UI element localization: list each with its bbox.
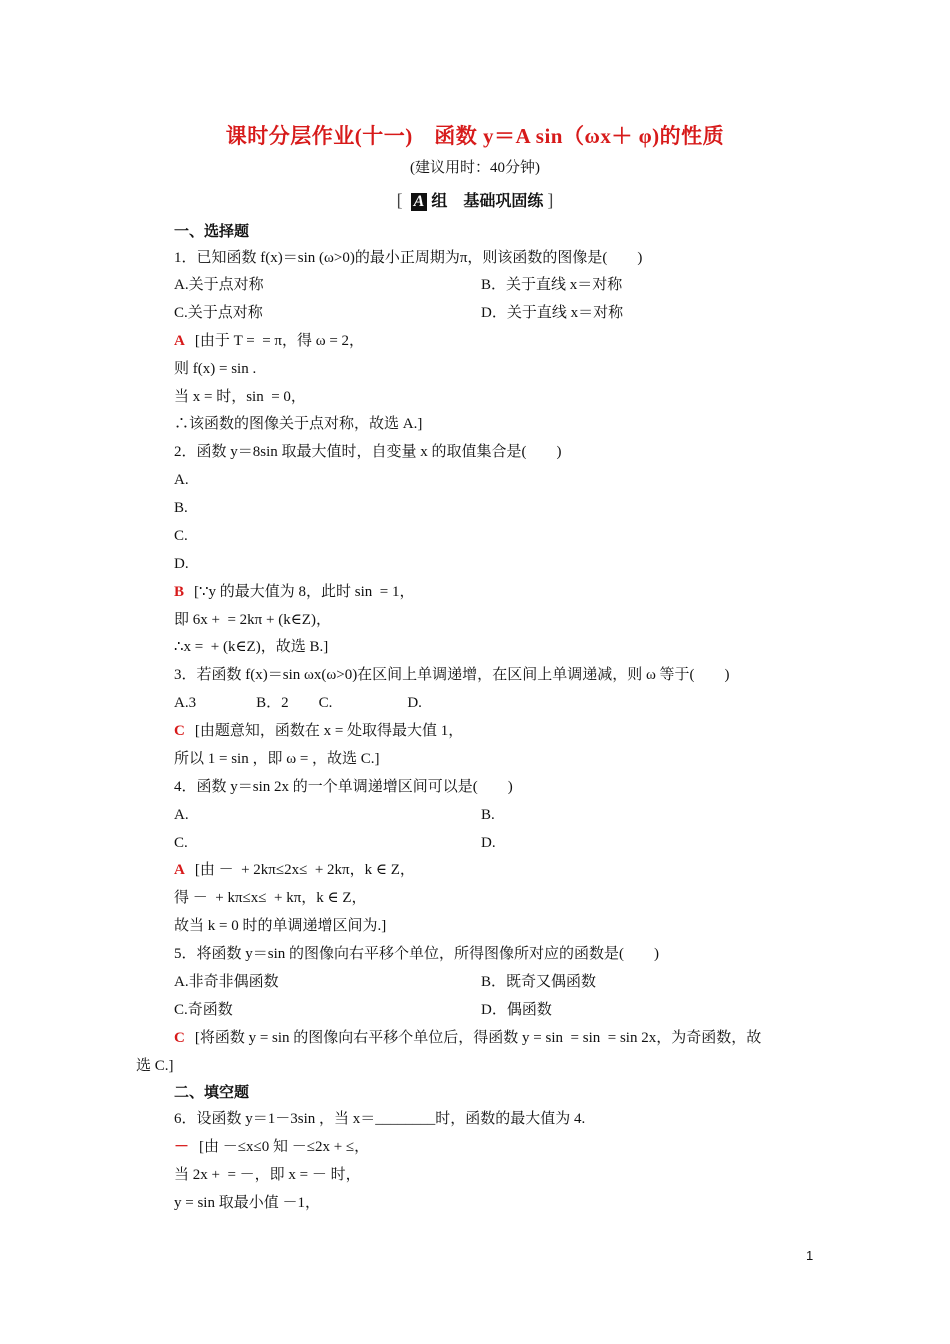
question-5-option-b: B．既奇又偶函数 <box>481 974 597 990</box>
group-mark: A <box>411 193 428 211</box>
question-4-solution-line-2: 得 － + kπ≤x≤ + kπ，k ∈ Z， <box>174 890 367 906</box>
group-label: 组 基础巩固练 <box>431 193 544 210</box>
question-4-stem: 4．函数 y＝sin 2x 的一个单调递增区间可以是( ) <box>174 779 513 795</box>
question-5-option-c: C.奇函数 <box>174 1002 233 1018</box>
question-6-solution-line-2: 当 2x + = －，即 x = － 时， <box>174 1167 361 1183</box>
question-4-option-b: B. <box>481 807 495 823</box>
section-heading-choice: 一、选择题 <box>174 224 250 240</box>
question-1-stem: 1．已知函数 f(x)＝sin (ω>0)的最小正周期为π，则该函数的图像是( ) <box>174 250 643 266</box>
question-5-option-a: A.非奇非偶函数 <box>174 974 279 990</box>
question-5-solution-text: [将函数 y = sin 的图像向右平移个单位后，得函数 y = sin = sin = sin 2x，为奇函数，故 <box>194 1030 762 1046</box>
question-2-option-c: C. <box>174 528 188 544</box>
question-1-solution-line-3: 当 x = 时，sin = 0， <box>174 389 306 405</box>
question-5-option-d: D．偶函数 <box>481 1002 552 1018</box>
question-4-option-d: D. <box>481 835 496 851</box>
question-2-option-b: B. <box>174 500 188 516</box>
page-title: 课时分层作业(十一) 函数 y＝A sin（ωx＋ φ)的性质 <box>225 124 725 148</box>
left-bracket: [ <box>396 190 403 210</box>
right-bracket: ] <box>547 190 554 210</box>
question-5-solution-line-2: 选 C.] <box>136 1058 174 1074</box>
question-4-answer: A <box>174 862 185 878</box>
question-1-option-d: D．关于直线 x＝对称 <box>481 305 624 321</box>
question-1-option-a: A.关于点对称 <box>174 277 264 293</box>
question-1-option-b: B．关于直线 x＝对称 <box>481 277 623 293</box>
question-2-solution-line-1 <box>174 582 415 602</box>
suggested-time: (建议用时：40分钟) <box>410 160 540 176</box>
question-4-solution-line-3: 故当 k = 0 时的单调递增区间为.] <box>174 918 387 934</box>
question-2-stem: 2．函数 y＝8sin 取最大值时，自变量 x 的取值集合是( ) <box>174 444 562 460</box>
question-2-solution-line-2: 即 6x + = 2kπ + (k∈Z)， <box>174 612 331 628</box>
question-6-solution-line-1 <box>174 1137 369 1157</box>
question-3-answer: C <box>174 723 185 739</box>
question-4-option-c: C. <box>174 835 188 851</box>
question-1-solution-text: [由于 T = = π，得 ω = 2， <box>194 333 365 349</box>
question-1-solution-line-2: 则 f(x) = sin . <box>174 361 257 377</box>
question-1-option-c: C.关于点对称 <box>174 305 263 321</box>
question-4-solution-text: [由 － + 2kπ≤2x≤ + 2kπ，k ∈ Z， <box>194 862 415 878</box>
question-3-solution-text: [由题意知，函数在 x = 处取得最大值 1， <box>194 723 464 739</box>
question-1-solution-line-4: ∴该函数的图像关于点对称，故选 A.] <box>174 416 423 432</box>
question-2-solution-text: [∵y 的最大值为 8，此时 sin = 1， <box>194 584 415 600</box>
question-1-solution-line-1 <box>174 331 364 351</box>
group-heading <box>0 188 950 211</box>
question-5-answer: C <box>174 1030 185 1046</box>
question-2-answer: B <box>174 584 185 600</box>
question-2-option-d: D. <box>174 556 189 572</box>
question-6-answer: － <box>174 1139 190 1155</box>
question-5-solution-line-1 <box>174 1028 761 1048</box>
question-1-answer: A <box>174 333 185 349</box>
question-3-solution-line-2: 所以 1 = sin ，即 ω = ，故选 C.] <box>174 751 380 767</box>
question-3-options: A.3 B．2 C. D. <box>174 695 422 711</box>
page-number: 1 <box>806 1248 814 1263</box>
question-3-solution-line-1 <box>174 721 463 741</box>
question-6-solution-text: [由 －≤x≤0 知 －≤2x + ≤， <box>199 1139 370 1155</box>
question-6-stem: 6．设函数 y＝1－3sin ，当 x＝________时，函数的最大值为 4. <box>174 1111 586 1127</box>
question-5-stem: 5．将函数 y＝sin 的图像向右平移个单位，所得图像所对应的函数是( ) <box>174 946 659 962</box>
question-2-option-a: A. <box>174 472 189 488</box>
question-2-solution-line-3: ∴x = + (k∈Z)，故选 B.] <box>174 639 329 655</box>
question-4-option-a: A. <box>174 807 189 823</box>
question-3-stem: 3．若函数 f(x)＝sin ωx(ω>0)在区间上单调递增，在区间上单调递减，则 ω 等于( ) <box>174 667 730 683</box>
question-4-solution-line-1 <box>174 860 415 880</box>
question-6-solution-line-3: y = sin 取最小值 －1， <box>174 1195 320 1211</box>
section-heading-fill: 二、填空题 <box>174 1085 250 1101</box>
